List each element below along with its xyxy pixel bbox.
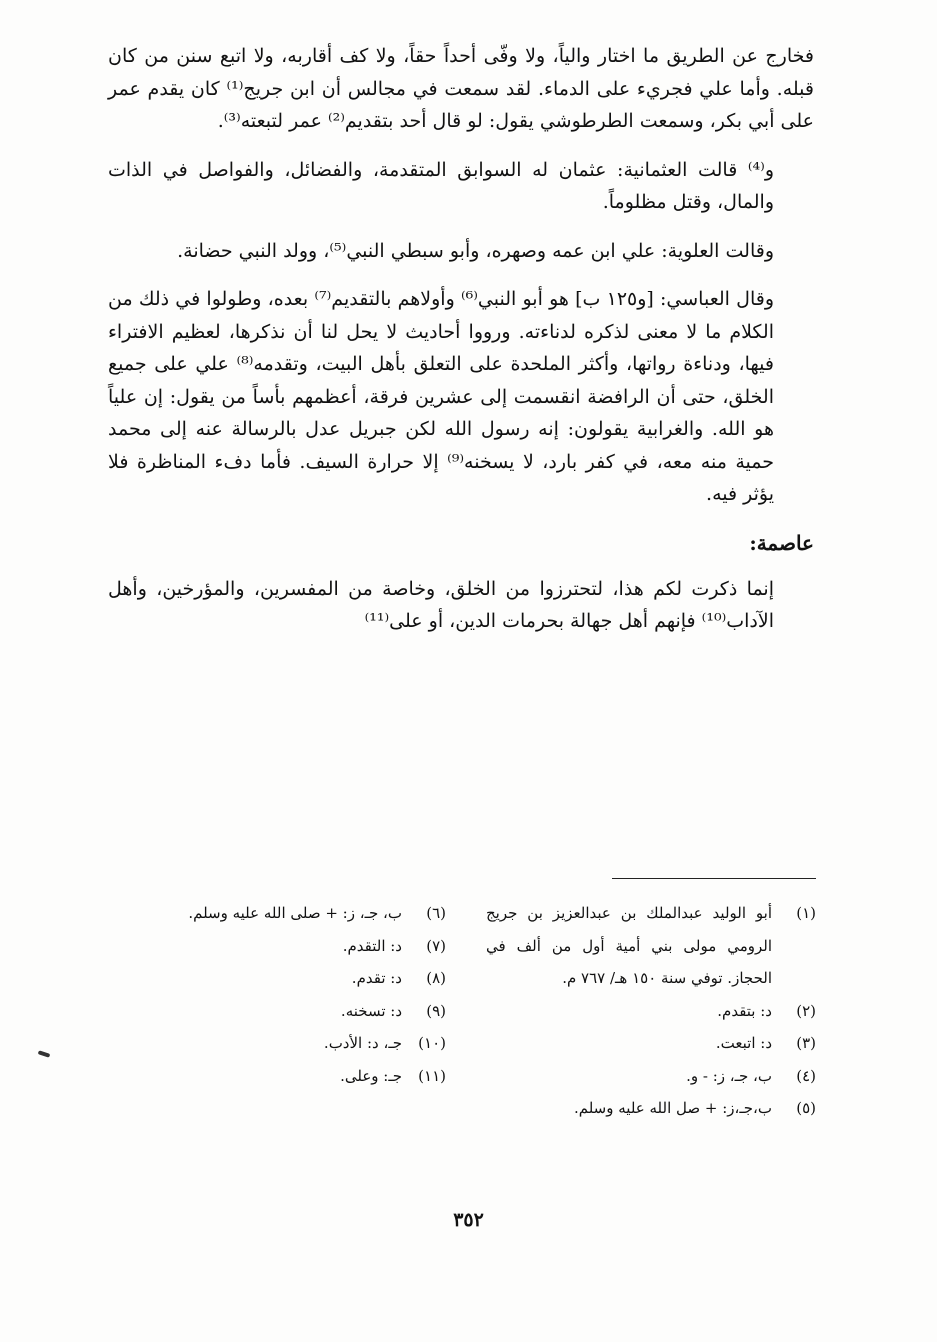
footnote-text: أبو الوليد عبدالملك بن عبدالعزيز بن جريج الرومي مولى بني أمية أول من ألف في الحجاز. توفي سنة ١٥٠ هـ/ ٧٦٧ م. [486,904,772,987]
footnote [108,930,446,963]
footnote [486,1060,816,1093]
footnote-text: ب، جـ، ز: + صلى الله عليه وسلم. [188,904,402,922]
footnote-number: (٦) [426,904,446,922]
footnote-text: د: تقدم. [351,969,402,987]
paragraph: وقال العباسي: [و١٢٥ ب] هو أبو النبي⁽⁶⁾ وأولاهم بالتقديم⁽⁷⁾ بعده، وطولوا في ذلك من الكلام ما لا معنى لذكره لدناءته. ورووا أحاديث لا يحل لنا أن نذكرها، لعظيم الافتراء فيها، ودناءة رواتها، وأكثر الملحدة على التعلق بأهل البيت، وتقدمه⁽⁸⁾ علي على جميع الخلق، حتى أن الرافضة انقسمت إلى عشرين فرقة، أعظمهم بأساً من يقول: إن علياً هو الله. والغرابية يقولون: إنه رسول الله لكن جبريل عدل بالرسالة عنه إلى محمد حمية منه معه، في كفر بارد، لا يسخنه⁽⁹⁾ إلا حرارة السيف. فأما دفء المناظرة فلا يؤثر فيه. [108,288,774,505]
footnote-number: (٧) [426,936,446,955]
paragraph: إنما ذكرت لكم هذا، لتحترزوا من الخلق، وخاصة من المفسرين، والمؤرخين، وأهل الآداب⁽¹⁰⁾ فإنهم أهل جهالة بحرمات الدين، أو على⁽¹¹⁾ [108,577,774,632]
paragraph: و⁽⁴⁾ قالت العثمانية: عثمان له السوابق المتقدمة، والفضائل، والفواصل في الذات والمال، وقتل مظلوماً. [108,158,774,213]
footnote-divider [612,878,816,879]
paragraph: فخارج عن الطريق ما اختار والياً، ولا وفّى أحداً حقاً، ولا كف أقاربه، ولا اتبع سنن من كان قبله. وأما علي فجريء على الدماء. لقد سمعت في مجالس أن ابن جريج⁽¹⁾ كان يقدم عمر على أبي بكر، وسمعت الطرطوشي يقول: لو قال أحد بتقديم⁽²⁾ عمر لتبعته⁽³⁾. [108,45,814,132]
footnote-number: (٤) [796,1066,816,1085]
footnote-text: د: بتقدم. [717,1001,772,1020]
footnote-number: (٣) [796,1034,816,1052]
footnote-number: (١١) [418,1066,446,1085]
footnotes [108,897,816,1125]
footnote [108,1060,446,1093]
footnote-number: (١) [796,904,816,922]
footnote [108,897,446,930]
footnote [486,995,816,1028]
paragraph: وقالت العلوية: علي ابن عمه وصهره، وأبو سبطي النبي⁽⁵⁾، وولد النبي حضانة. [177,239,774,262]
footnote-text: د: التقدم. [342,936,402,955]
page-number: ٣٥٢ [453,1209,484,1231]
footnote-number: (٩) [426,1001,446,1020]
footnote-text: د: تسخنه. [340,1001,402,1020]
footnote-number: (٥) [796,1099,816,1117]
footnote-text: ب، جـ، ز: - و. [686,1066,772,1085]
footnote-text: ب،جـ،ز: + صل الله عليه وسلم. [573,1099,772,1117]
footnote-number: (٨) [426,969,446,987]
footnote-text: د: اتبعت. [715,1034,772,1052]
main-text [108,40,814,654]
scan-artifact [38,1050,51,1058]
section-heading: عاصمة: [749,530,814,555]
footnote [486,1027,816,1060]
footnote-text: جـ: وعلى. [340,1066,402,1085]
footnotes-column-right [486,897,816,1125]
footnote [108,995,446,1028]
footnote [486,1092,816,1125]
footnote-number: (٢) [796,1001,816,1020]
footnote [486,897,816,995]
footnote-number: (١٠) [418,1034,446,1052]
footnote-text: جـ، د: الأدب. [323,1034,402,1052]
footnote [108,962,446,995]
footnotes-column-left [108,897,486,1125]
footnote [108,1027,446,1060]
